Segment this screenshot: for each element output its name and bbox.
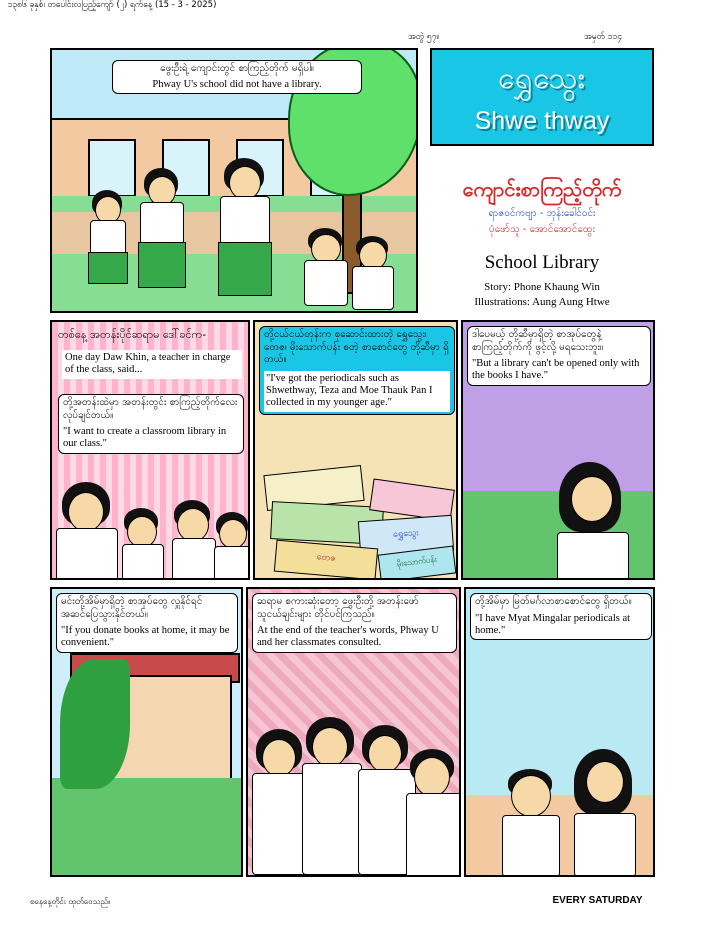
panel2-narration-en: One day Daw Khin, a teacher in charge of the class, said...: [65, 352, 231, 376]
story-title-mm: ကျောင်းစာကြည့်တိုက်: [462, 177, 622, 201]
story-title-en: School Library: [484, 252, 600, 273]
panel4-speech-bubble: [467, 326, 651, 386]
issue-number: အမှတ် ၁၁၄: [584, 32, 622, 42]
panel4-bubble-mm: ဒါပေမယ့် တို့ဆီမှာရှိတဲ့ စာအုပ်တွေနဲ့ စာကြည့်တိုက်ကို ဖွင့်လို့ မရသေးဘူး။: [472, 329, 604, 353]
panel2-speech-bubble: [58, 394, 244, 454]
byline-story: Story: Phone Khaung Win: [484, 281, 600, 293]
panel6-bubble-mm: ဆရာမ စကားဆုံးတော့ ဖွေးဦးတို့ အတန်းဖော် သူငယ်ချင်းများ တိုင်ပင်ကြသည်။: [257, 596, 419, 620]
panel1-window: [88, 139, 136, 197]
panel4-bubble-en: "But a library can't be opened only with the books I have.": [472, 358, 640, 382]
comic-panel-3: [253, 320, 458, 580]
panel3-book-title: တေဇ: [316, 552, 337, 564]
masthead-title-mm: ရွှေသွေး: [498, 61, 586, 96]
comic-panel-1: [50, 48, 418, 313]
footer-right: EVERY SATURDAY: [552, 895, 643, 906]
panel5-grass: [52, 778, 241, 875]
panel3-book-title: ရွှေသွေး: [392, 528, 420, 540]
panel6-bubble-en: At the end of the teacher's words, Phway U and her classmates consulted.: [257, 625, 439, 649]
masthead-title-en: Shwe thway: [474, 107, 610, 135]
comic-panel-5: [50, 587, 243, 877]
issue-volume: အတွဲ ၅၇။: [408, 32, 439, 42]
panel1-caption-en: Phway U's school did not have a library.: [152, 78, 322, 90]
masthead: [430, 48, 654, 146]
panel3-bubble-mm: တို့ငယ်ငယ်တုန်းက စုဆောင်းထားတဲ့ ရွှေသွေး၊ တေဇ၊ မိုးသောက်ပန်း စတဲ့ စာစောင်တွေ တို့ဆီမှာ ရှိတယ်။: [264, 329, 449, 365]
comic-panel-6: [246, 587, 461, 877]
story-credit-author-mm: ရာဇဝင်ကဗျာ - ဘုန်းခေါင်ဝင်း: [488, 208, 596, 219]
panel6-narration-bubble: [252, 593, 457, 653]
byline-illustration: Illustrations: Aung Aung Htwe: [474, 295, 610, 308]
panel2-bubble-mm: တို့အတန်းထဲမှာ အတန်းတွင်း စာကြည့်တိုက်လေး လုပ်ချင်တယ်။: [63, 397, 238, 421]
panel1-caption-bubble: [112, 60, 362, 94]
footer-left: စနေနေ့တိုင်း ထုတ်ဝေသည်။: [30, 897, 111, 906]
dateline: ၁၃၈၆ ခုနှစ်၊ တပေါင်းလပြည့်ကျော် (၂) ရက်နေ့ (15 - 3 - 2025): [7, 0, 217, 10]
panel3-speech-bubble: [259, 326, 455, 415]
panel3-book-title: မိုးသောက်ပန်း: [396, 554, 438, 569]
panel5-speech-bubble: [56, 593, 238, 653]
panel2-narration-en-box: [62, 350, 242, 379]
comic-panel-2: [50, 320, 250, 580]
panel1-caption-mm: ဖွေးဦးရဲ့ ကျောင်းတွင် စာကြည့်တိုက် မရှိပါ။: [160, 63, 314, 74]
panel7-bubble-en: "I have Myat Mingalar periodicals at home.": [475, 612, 631, 636]
panel5-bubble-en: "If you donate books at home, it may be convenient.": [61, 625, 230, 649]
panel2-bubble-en: "I want to create a classroom library in our class.": [63, 426, 227, 450]
comic-panel-7: [464, 587, 655, 877]
panel2-narration-mm: တစ်နေ့ အတန်းပိုင်ဆရာမ ဒေါ်ခင်က-: [58, 328, 207, 341]
panel3-bubble-en: "I've got the periodicals such as Shwethway, Teza and Moe Thauk Pan I collected in my younger age.": [264, 371, 450, 412]
panel7-speech-bubble: [470, 593, 652, 640]
panel5-palm-tree: [60, 659, 130, 789]
panel5-bubble-mm: မင်းတို့အိမ်မှာရှိတဲ့ စာအုပ်တွေ လှူနိုင်ရင် အဆင်ပြေသွားနိုင်တယ်။: [61, 596, 203, 620]
story-credit-illustrator-mm: ပုံဖော်သူ - အောင်အောင်ထွေး: [489, 224, 595, 235]
byline: [430, 280, 654, 310]
panel7-bubble-mm: တို့အိမ်မှာ မြတ်မင်္ဂလာစာစောင်တွေ ရှိတယ်။: [475, 596, 632, 607]
comic-panel-4: [461, 320, 655, 580]
